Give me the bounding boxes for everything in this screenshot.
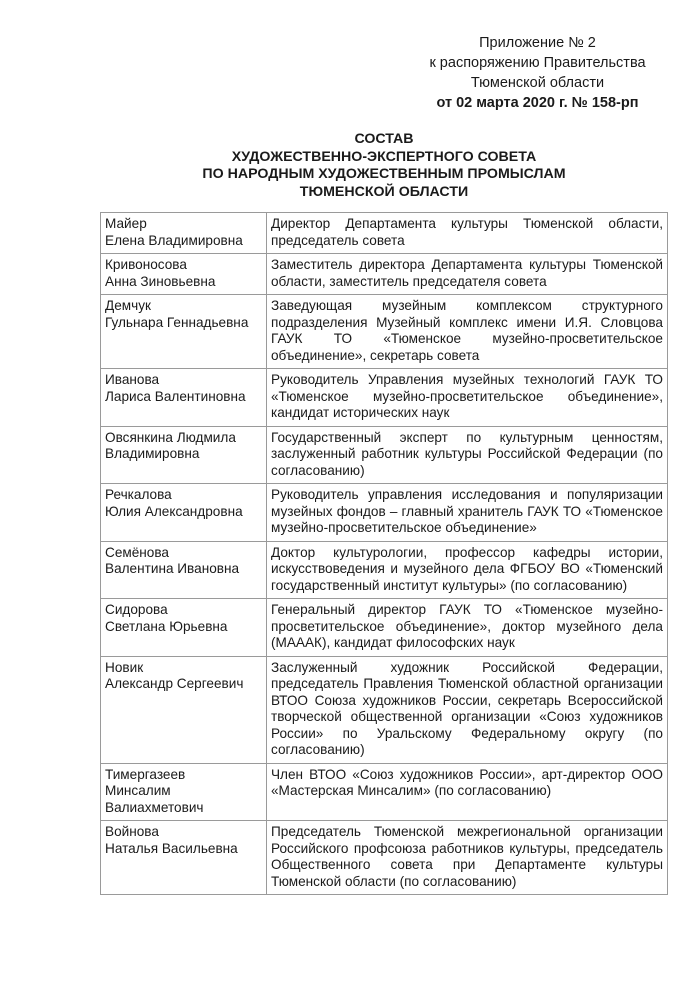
appendix-date-number: от 02 марта 2020 г. № 158-рп	[436, 95, 639, 111]
member-name-cell	[101, 254, 267, 295]
member-name-cell	[101, 484, 267, 542]
members-table	[100, 212, 668, 895]
title-line-4: ТЮМЕНСКОЙ ОБЛАСТИ	[299, 183, 469, 200]
member-name-line: Кривоносова	[105, 257, 187, 272]
member-row	[101, 295, 668, 369]
member-name-line: Войнова	[105, 824, 159, 839]
member-name-line: Овсянкина Людмила	[105, 429, 236, 445]
member-name-line: Валиахметович	[105, 799, 204, 815]
member-name-line: Наталья Васильевна	[105, 840, 238, 856]
member-role-cell: Председатель Тюменской межрегиональной организации Российского профсоюза работников культуры, председатель Общественного совета при Департаменте культуры Тюменской области (по согласованию)	[267, 821, 668, 895]
member-name-line: Демчук	[105, 298, 151, 313]
member-row	[101, 213, 668, 254]
member-name-cell	[101, 763, 267, 821]
member-name-line: Иванова	[105, 372, 160, 387]
member-role-cell: Заведующая музейным комплексом структурного подразделения Музейный комплекс имени И.Я. Словцова ГАУК ТО «Тюменское музейно-просветительское объединение», секретарь совета	[267, 295, 668, 369]
members-table-body	[101, 213, 668, 895]
member-name-cell	[101, 295, 267, 369]
member-name-line: Сидорова	[105, 602, 168, 617]
member-row	[101, 426, 668, 484]
member-role-cell: Руководитель Управления музейных технологий ГАУК ТО «Тюменское музейно-просветительское объединение», кандидат исторических наук	[267, 369, 668, 427]
member-name-line: Александр Сергеевич	[105, 676, 244, 691]
member-name-cell	[101, 599, 267, 657]
member-role-cell: Государственный эксперт по культурным ценностям, заслуженный работник культуры Российской Федерации (по согласованию)	[267, 426, 668, 484]
member-row	[101, 254, 668, 295]
member-role-cell: Заслуженный художник Российской Федерации, председатель Правления Тюменской областной организации ВТОО Союза художников России, секретарь Всероссийской творческой общественной организации «Союз художников России» по Уральскому Федеральному округу (по согласованию)	[267, 656, 668, 763]
member-name-cell	[101, 369, 267, 427]
member-name-line: Лариса Валентиновна	[105, 388, 246, 404]
title-line-2: ХУДОЖЕСТВЕННО-ЭКСПЕРТНОГО СОВЕТА	[231, 148, 537, 165]
member-name-line: Юлия Александровна	[105, 503, 243, 519]
member-name-line: Майер	[105, 216, 147, 231]
appendix-number: Приложение № 2	[479, 35, 596, 51]
appendix-region: Тюменской области	[470, 75, 605, 91]
member-row	[101, 484, 668, 542]
member-name-cell	[101, 821, 267, 895]
document-title	[100, 131, 668, 201]
title-line-3: ПО НАРОДНЫМ ХУДОЖЕСТВЕННЫМ ПРОМЫСЛАМ	[202, 166, 566, 182]
member-name-line: Анна Зиновьевна	[105, 273, 216, 289]
member-role-cell: Руководитель управления исследования и популяризации музейных фондов – главный хранитель ГАУК ТО «Тюменское музейно-просветительское объединение»	[267, 484, 668, 542]
member-role-cell: Член ВТОО «Союз художников России», арт-директор ООО «Мастерская Минсалим» (по согласованию)	[267, 763, 668, 821]
member-name-line: Минсалим	[105, 783, 171, 798]
member-name-line: Тимергазеев	[105, 766, 186, 782]
member-name-cell	[101, 656, 267, 763]
member-name-cell	[101, 426, 267, 484]
member-role-cell: Доктор культурологии, профессор кафедры истории, искусствоведения и музейного дела ФГБОУ ВО «Тюменский государственный институт культуры» (по согласованию)	[267, 541, 668, 599]
member-name-line: Валентина Ивановна	[105, 561, 240, 576]
member-name-cell	[101, 213, 267, 254]
member-name-line: Владимировна	[105, 446, 200, 461]
member-row	[101, 656, 668, 763]
appendix-header	[400, 33, 675, 113]
member-row	[101, 599, 668, 657]
member-name-line: Семёнова	[105, 544, 169, 560]
member-role-cell: Директор Департамента культуры Тюменской области, председатель совета	[267, 213, 668, 254]
member-role-cell: Генеральный директор ГАУК ТО «Тюменское музейно-просветительское объединение», доктор музейного дела (МАААК), кандидат философских наук	[267, 599, 668, 657]
member-row	[101, 821, 668, 895]
member-name-cell	[101, 541, 267, 599]
title-line-1: СОСТАВ	[354, 131, 414, 147]
member-row	[101, 763, 668, 821]
member-name-line: Гульнара Геннадьевна	[105, 314, 249, 330]
member-name-line: Новик	[105, 659, 144, 675]
member-name-line: Елена Владимировна	[105, 232, 243, 248]
appendix-reference: к распоряжению Правительства	[429, 55, 646, 71]
member-name-line: Речкалова	[105, 487, 172, 502]
member-name-line: Светлана Юрьевна	[105, 618, 228, 634]
member-role-cell: Заместитель директора Департамента культуры Тюменской области, заместитель председателя совета	[267, 254, 668, 295]
member-row	[101, 369, 668, 427]
member-row	[101, 541, 668, 599]
